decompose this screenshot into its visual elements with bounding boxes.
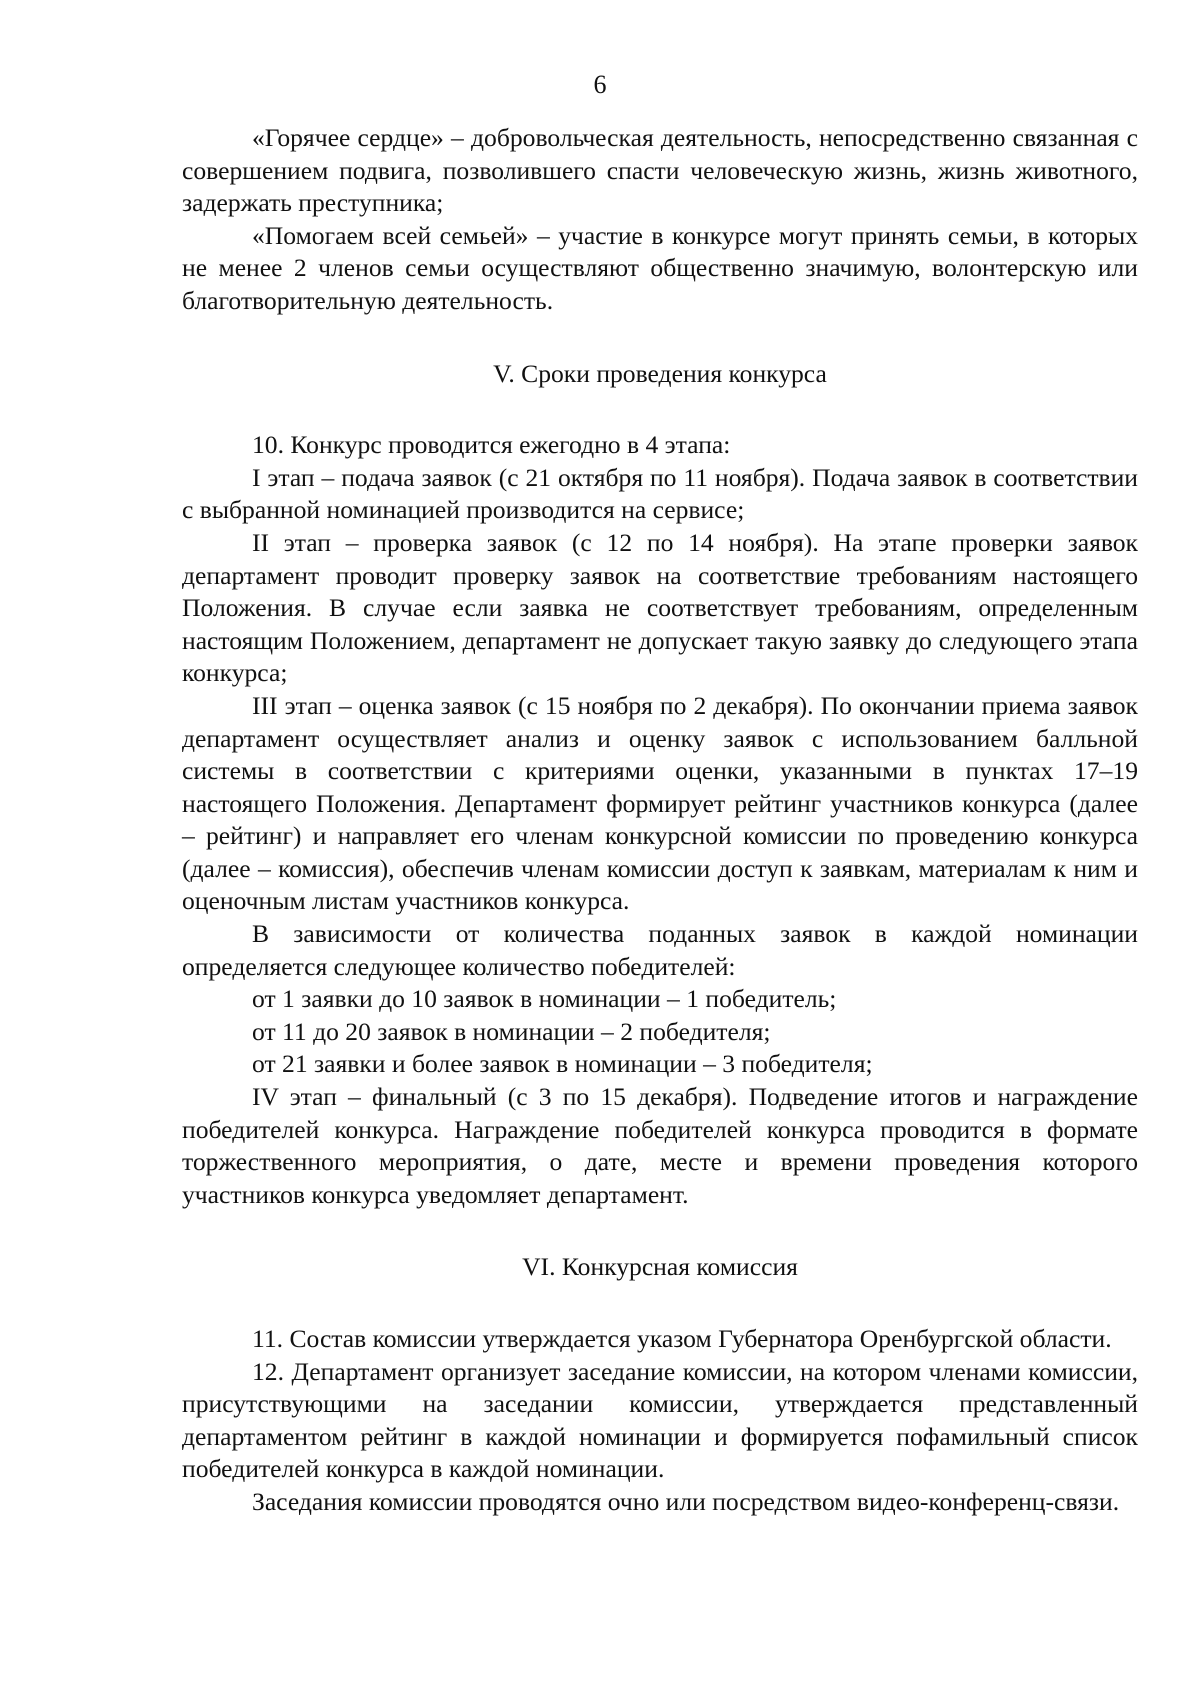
paragraph-winners-3: от 21 заявки и более заявок в номинации – 3 победителя; [252,1049,873,1079]
paragraph-winners-2: от 11 до 20 заявок в номинации – 2 победителя; [252,1016,771,1046]
paragraph-whole-family: «Помогаем всей семьей» – участие в конкурсе могут принять семьи, в которых не менее 2 членов семьи осуществляют общественно значимую, волонтерскую или благотворительную деятельность. [182,220,1138,315]
document-body [182,122,1138,1519]
paragraph-winners-1: от 1 заявки до 10 заявок в номинации – 1 победитель; [252,984,837,1014]
page-number: 6 [593,70,607,99]
paragraph-hot-heart: «Горячее сердце» – добровольческая деятельность, непосредственно связанная с совершением подвига, позволившего спасти человеческую жизнь, жизнь животного, задержать преступника; [182,123,1138,218]
paragraph-winners-count: В зависимости от количества поданных заявок в каждой номинации определяется следующее количество победителей: [182,919,1138,981]
section-heading-v: V. Сроки проведения конкурса [493,358,827,388]
paragraph-item-12: 12. Департамент организует заседание комиссии, на котором членами комиссии, присутствующими на заседании комиссии, утверждается представленный департаментом рейтинг в каждой номинации и формируется пофамильный список победителей конкурса в каждой номинации. [182,1356,1138,1484]
paragraph-item-11: 11. Состав комиссии утверждается указом Губернатора Оренбургской области. [252,1324,1112,1353]
paragraph-stage-3: III этап – оценка заявок (с 15 ноября по 2 декабря). По окончании приема заявок департамент осуществляет анализ и оценку заявок с использованием балльной системы в соответствии с критериями оценки, указанными в пунктах 17–19 настоящего Положения. Департамент формирует рейтинг участников конкурса (далее – рейтинг) и направляет его членам конкурсной комиссии по проведению конкурса (далее – комиссия), обеспечив членам комиссии доступ к заявкам, материалам к ним и оценочным листам участников конкурса. [182,690,1138,916]
paragraph-stage-1: I этап – подача заявок (с 21 октября по 11 ноября). Подача заявок в соответствии с выбранной номинацией производится на сервисе; [182,462,1138,525]
section-heading-vi: VI. Конкурсная комиссия [522,1252,798,1282]
paragraph-item-10: 10. Конкурс проводится ежегодно в 4 этапа: [252,430,731,460]
paragraph-stage-2: II этап – проверка заявок (с 12 по 14 ноября). На этапе проверки заявок департамент проводит проверку заявок на соответствие требованиям настоящего Положения. В случае если заявка не соответствует требованиям, определенным настоящим Положением, департамент не допускает такую заявку до следующего этапа конкурса; [182,527,1138,688]
paragraph-stage-4: IV этап – финальный (с 3 по 15 декабря). Подведение итогов и награждение победителей конкурса. Награждение победителей конкурса проводится в формате торжественного мероприятия, о дате, месте и времени проведения которого участников конкурса уведомляет департамент. [182,1082,1138,1209]
paragraph-meetings: Заседания комиссии проводятся очно или посредством видео-конференц-связи. [252,1486,1120,1516]
